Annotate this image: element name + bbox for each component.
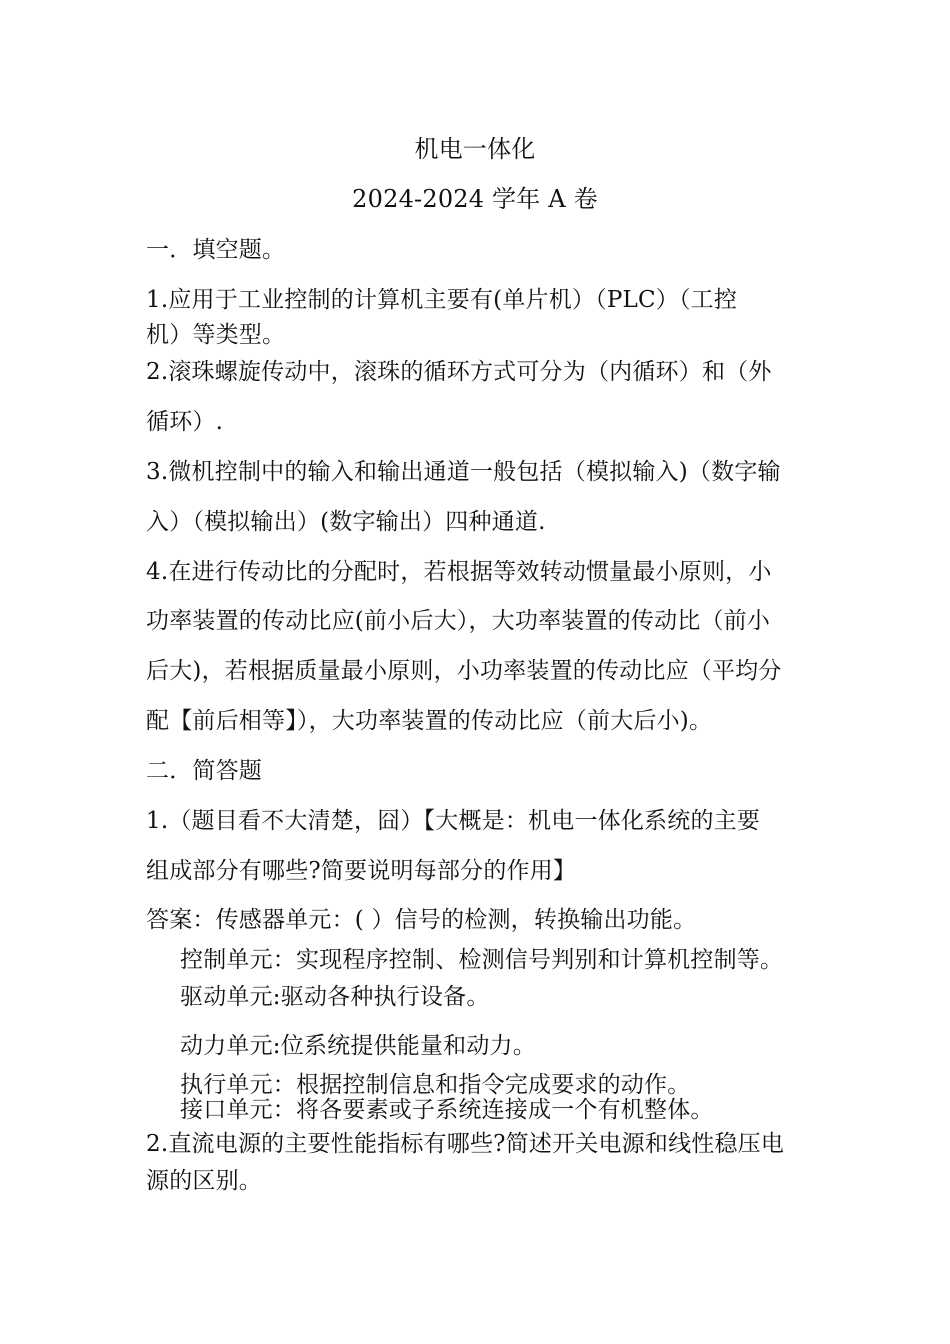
answer-control-unit: 控制单元：实现程序控制、检测信号判别和计算机控制等。 xyxy=(180,947,784,973)
answer-drive-unit: 驱动单元:驱动各种执行设备。 xyxy=(180,984,490,1010)
question-4-line-4: 配【前后相等】），大功率装置的传动比应（前大后小)。 xyxy=(146,708,713,734)
answer-actuator-unit: 执行单元：根据控制信息和指令完成要求的动作。 xyxy=(180,1072,691,1098)
short-question-2-line-2: 源的区别。 xyxy=(146,1168,262,1194)
answer-interface-unit: 接口单元：将各要素或子系统连接成一个有机整体。 xyxy=(180,1097,714,1123)
section-heading-fill-in: 一．填空题。 xyxy=(146,237,286,263)
question-1-line-1: 1.应用于工业控制的计算机主要有(单片机）（PLC）（工控 xyxy=(146,287,738,313)
question-4-line-1: 4.在进行传动比的分配时，若根据等效转动惯量最小原则，小 xyxy=(146,559,772,585)
question-1-line-2: 机）等类型。 xyxy=(146,322,286,348)
question-4-line-2: 功率装置的传动比应(前小后大），大功率装置的传动比（前小 xyxy=(146,608,771,634)
question-4-line-3: 后大)，若根据质量最小原则，小功率装置的传动比应（平均分 xyxy=(146,658,782,684)
short-question-1-line-2: 组成部分有哪些?简要说明每部分的作用】 xyxy=(146,858,577,884)
short-question-1-line-1: 1.（题目看不大清楚，囧）【大概是：机电一体化系统的主要 xyxy=(146,808,761,834)
answer-power-unit: 动力单元:位系统提供能量和动力。 xyxy=(180,1033,536,1059)
answer-sensor-unit: 答案：传感器单元：( ）信号的检测，转换输出功能。 xyxy=(146,907,697,933)
question-2-line-2: 循环）. xyxy=(146,409,224,435)
question-3-line-1: 3.微机控制中的输入和输出通道一般包括（模拟输入)（数字输 xyxy=(146,459,781,485)
document-subtitle: 2024-2024 学年 A 卷 xyxy=(352,185,598,213)
question-2-line-1: 2.滚珠螺旋传动中，滚珠的循环方式可分为（内循环）和（外 xyxy=(146,359,772,385)
section-heading-short-answer: 二．简答题 xyxy=(146,758,262,784)
document-title: 机电一体化 xyxy=(414,135,536,163)
question-3-line-2: 入）（模拟输出）(数字输出）四种通道. xyxy=(146,509,546,535)
short-question-2-line-1: 2.直流电源的主要性能指标有哪些?简述开关电源和线性稳压电 xyxy=(146,1131,785,1157)
